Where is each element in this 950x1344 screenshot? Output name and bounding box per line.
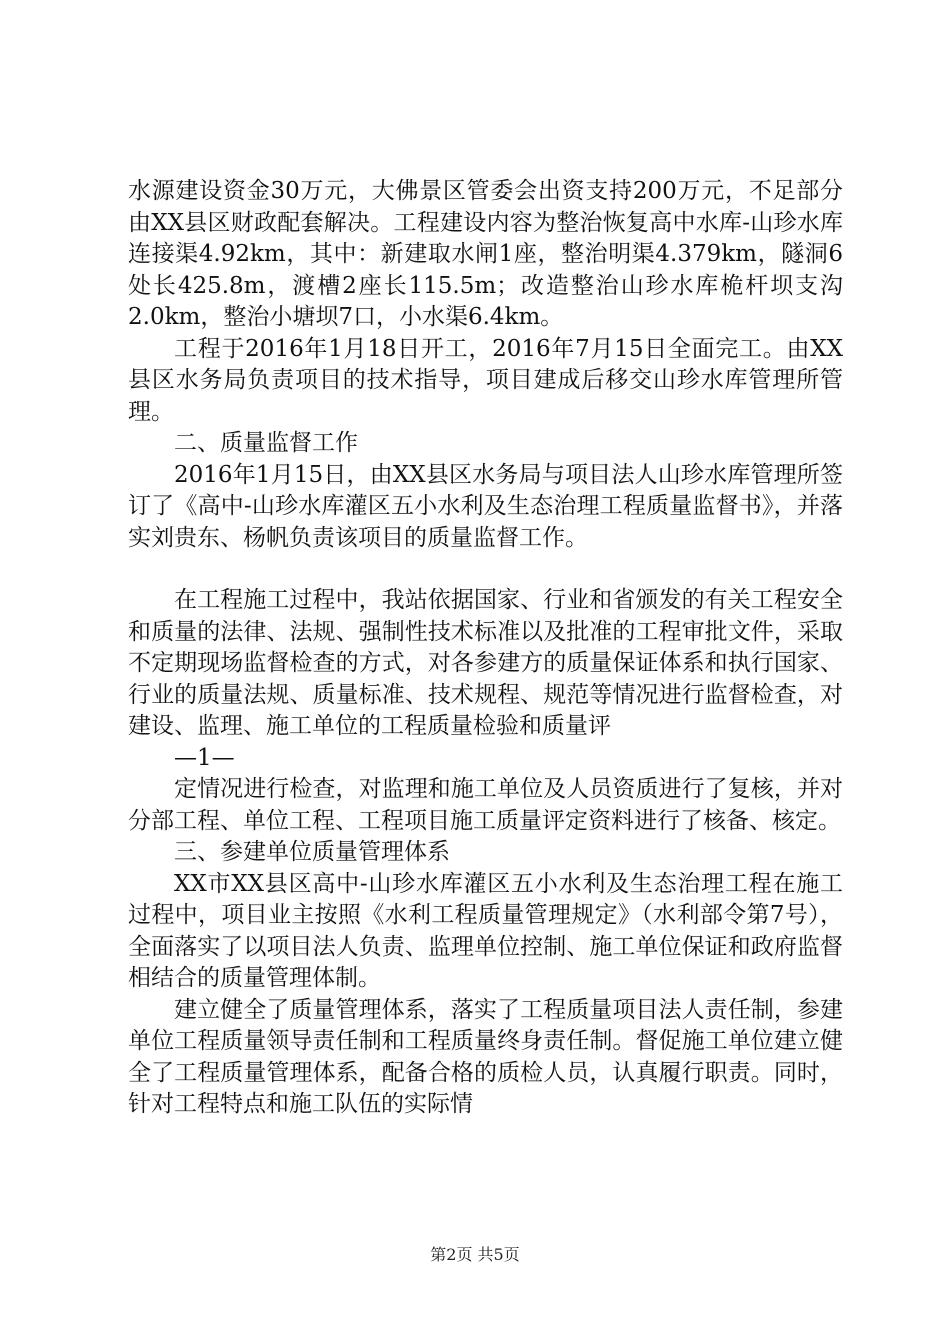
inline-page-marker: —1— [174, 744, 235, 771]
paragraph-supervision-agreement: 2016年1月15日，由XX县区水务局与项目法人山珍水库管理所签订了《高中-山珍水库灌区五小水利及生态治理工程质量监督书》，并落实刘贵东、杨帆负责该项目的质量监督工作。 [128, 461, 843, 551]
paragraph-inspection: 在工程施工过程中，我站依据国家、行业和省颁发的有关工程安全和质量的法律、法规、强制性技术标准以及批准的工程审批文件，采取不定期现场监督检查的方式，对各参建方的质量保证体系和执行国家、行业的质量法规、质量标准、技术规程、规范等情况进行监督检查，对建设、监理、施工单位的工程质量检验和质量评 [128, 587, 843, 739]
document-body [128, 176, 843, 1121]
paragraph-schedule: 工程于2016年1月18日开工，2016年7月15日全面完工。由XX县区水务局负责项目的技术指导，项目建成后移交山珍水库管理所管理。 [128, 335, 843, 425]
page-footer: 第2页 共5页 [430, 1245, 520, 1264]
paragraph-responsibility: 建立健全了质量管理体系，落实了工程质量项目法人责任制，参建单位工程质量领导责任制和工程质量终身责任制。督促施工单位建立健全了工程质量管理体系，配备合格的质检人员，认真履行职责。同时，针对工程特点和施工队伍的实际情 [128, 996, 843, 1117]
paragraph-funding: 水源建设资金30万元，大佛景区管委会出资支持200万元，不足部分由XX县区财政配套解决。工程建设内容为整治恢复高中水库-山珍水库连接渠4.92km，其中：新建取水闸1座，整治明渠4.379km，隧洞6处长425.8m，渡槽2座长115.5m；改造整治山珍水库桅杆坝支沟2.0km，整治小塘坝7口，小水渠6.4km。 [128, 178, 843, 330]
paragraph-inspection-continued: 定情况进行检查，对监理和施工单位及人员资质进行了复核，并对分部工程、单位工程、工程项目施工质量评定资料进行了核备、核定。 [128, 776, 843, 834]
paragraph-management-system: XX市XX县区高中-山珍水库灌区五小水利及生态治理工程在施工过程中，项目业主按照《水利工程质量管理规定》（水利部令第7号），全面落实了以项目法人负责、监理单位控制、施工单位保证和政府监督相结合的质量管理体制。 [128, 870, 843, 991]
spacer [128, 554, 843, 585]
section-heading-quality-supervision: 二、质量监督工作 [174, 430, 358, 456]
section-heading-management-system: 三、参建单位质量管理体系 [174, 839, 450, 865]
